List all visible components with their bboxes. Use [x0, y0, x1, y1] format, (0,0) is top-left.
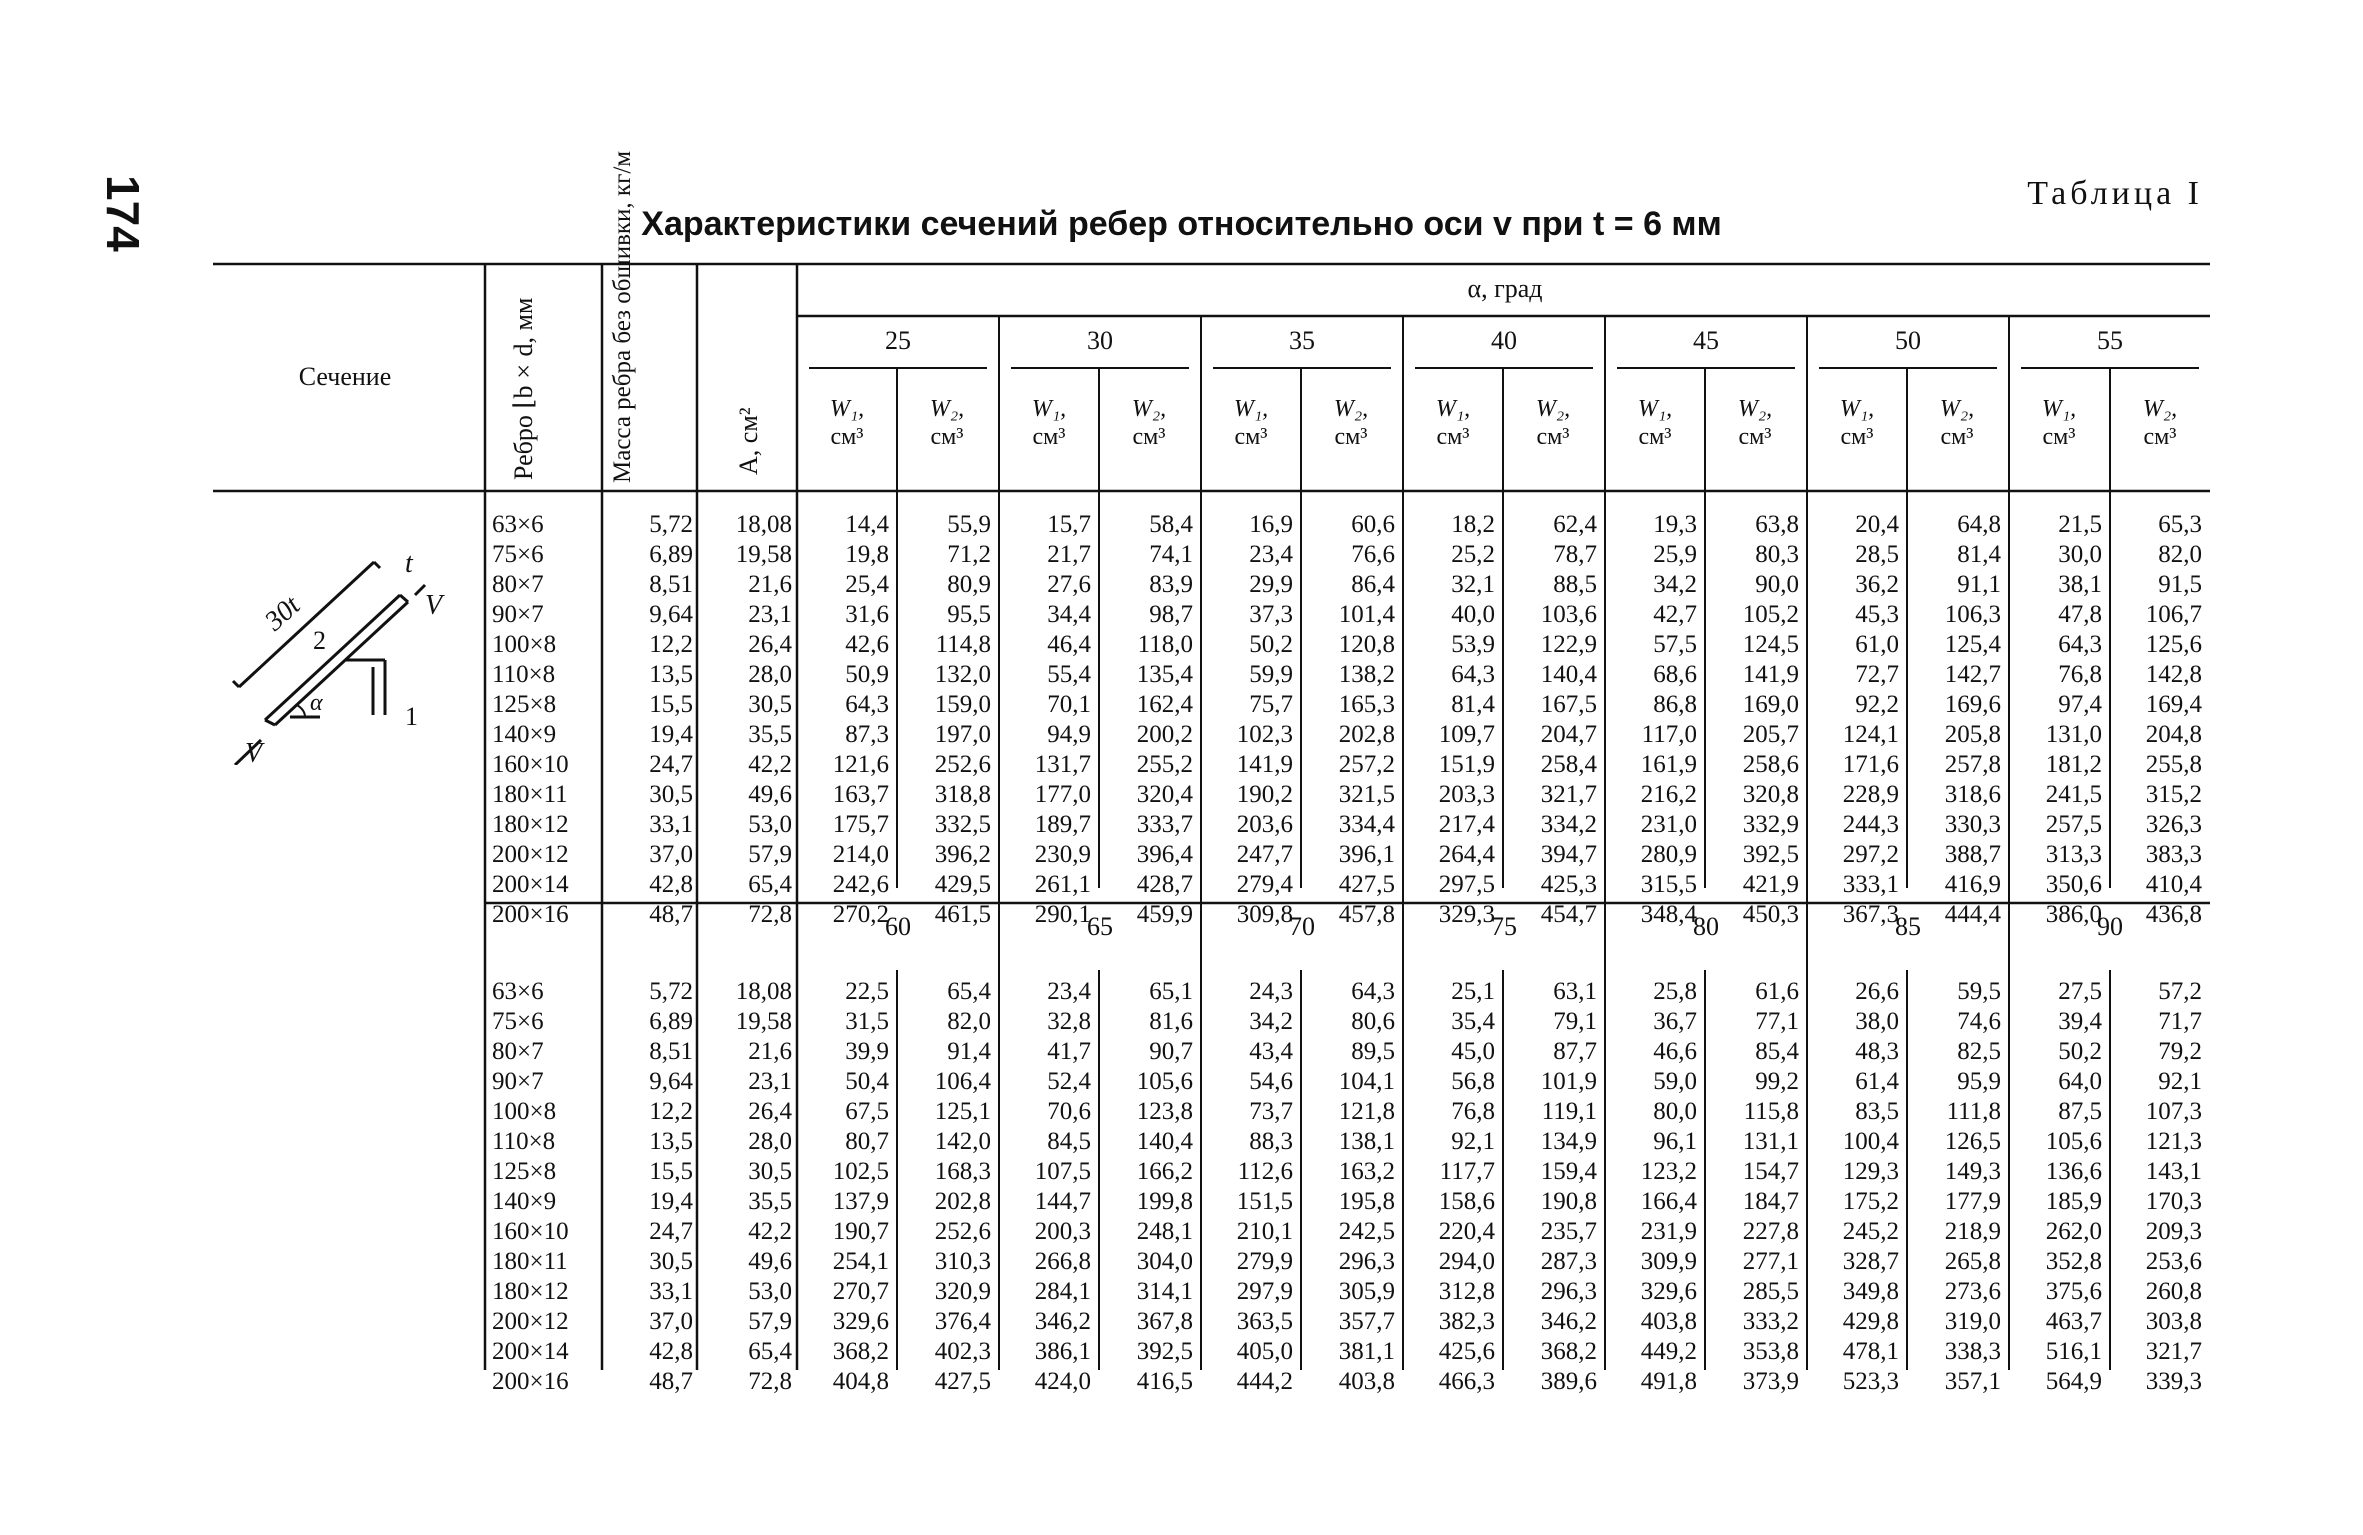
- w1-column: 25,1 35,4 45,0 56,8 76,8 92,1 117,7 158,6 220,4 294,0 312,8 382,3 425,6 466,3: [1438, 978, 1495, 1395]
- diagram-label-1: 1: [405, 702, 418, 731]
- diagram-label-t: t: [405, 548, 413, 579]
- angle-header: 70: [1289, 912, 1315, 941]
- mass-column: 5,72 6,89 8,51 9,64 12,2 13,5 15,5 19,4 24,7 30,5 33,1 37,0 42,8 48,7: [649, 511, 693, 928]
- w1-column: 26,6 38,0 48,3 61,4 83,5 100,4 129,3 175,2 245,2 328,7 349,8 429,8 478,1 523,3: [1842, 978, 1899, 1395]
- angle-header: 80: [1693, 912, 1719, 941]
- w2-column: 57,2 71,7 79,2 92,1 107,3 121,3 143,1 170,3 209,3 253,6 260,8 303,8 321,7 339,3: [2145, 978, 2202, 1395]
- w2-header: W₂, см³: [1131, 396, 1167, 450]
- header-rib: Ребро ⌊b×d, мм: [509, 297, 538, 480]
- w2-header: W₂, см³: [2142, 396, 2178, 450]
- area-column: 18,08 19,58 21,6 23,1 26,4 28,0 30,5 35,5 42,2 49,6 53,0 57,9 65,4 72,8: [735, 978, 792, 1395]
- w1-column: 25,8 36,7 46,6 59,0 80,0 96,1 123,2 166,4 231,9 309,9 329,6 403,8 449,2 491,8: [1640, 978, 1697, 1395]
- angle-header: 30: [1087, 326, 1113, 355]
- angle-header: 25: [885, 326, 911, 355]
- w1-header: W₁, см³: [1031, 396, 1067, 450]
- w2-column: 61,6 77,1 85,4 99,2 115,8 131,1 154,7 184,7 227,8 277,1 285,5 333,2 353,8 373,9: [1742, 978, 1799, 1395]
- diagram-label-v-top: V: [425, 590, 443, 621]
- angle-header: 50: [1895, 326, 1921, 355]
- w2-column: 63,1 79,1 87,7 101,9 119,1 134,9 159,4 190,8 235,7 287,3 296,3 346,2 368,2 389,6: [1540, 978, 1597, 1395]
- w1-column: 16,9 23,4 29,9 37,3 50,2 59,9 75,7 102,3 141,9 190,2 203,6 247,7 279,4 309,8: [1236, 511, 1293, 928]
- w1-column: 14,4 19,8 25,4 31,6 42,6 50,9 64,3 87,3 121,6 163,7 175,7 214,0 242,6 270,2: [832, 511, 889, 928]
- w1-column: 21,5 30,0 38,1 47,8 64,3 76,8 97,4 131,0 181,2 241,5 257,5 313,3 350,6 386,0: [2045, 511, 2102, 928]
- page-number: 174: [97, 175, 149, 252]
- header-area: A, см²: [734, 407, 763, 475]
- angle-header: 85: [1895, 912, 1921, 941]
- w1-header: W₁, см³: [1637, 396, 1673, 450]
- diagram-label-alpha: α: [310, 690, 323, 716]
- rib-column: 63×6 75×6 80×7 90×7 100×8 110×8 125×8 140×9 160×10 180×11 180×12 200×12 200×14 200×16: [492, 978, 569, 1395]
- mass-column: 5,72 6,89 8,51 9,64 12,2 13,5 15,5 19,4 24,7 30,5 33,1 37,0 42,8 48,7: [649, 978, 693, 1395]
- w2-column: 58,4 74,1 83,9 98,7 118,0 135,4 162,4 200,2 255,2 320,4 333,7 396,4 428,7 459,9: [1136, 511, 1193, 928]
- w1-header: W₁, см³: [1839, 396, 1875, 450]
- area-column: 18,08 19,58 21,6 23,1 26,4 28,0 30,5 35,5 42,2 49,6 53,0 57,9 65,4 72,8: [735, 511, 792, 928]
- w1-header: W₁, см³: [1233, 396, 1269, 450]
- w2-column: 59,5 74,6 82,5 95,9 111,8 126,5 149,3 177,9 218,9 265,8 273,6 319,0 338,3 357,1: [1944, 978, 2001, 1395]
- w1-column: 15,7 21,7 27,6 34,4 46,4 55,4 70,1 94,9 131,7 177,0 189,7 230,9 261,1 290,1: [1034, 511, 1091, 928]
- header-mass: Масса ребра без обшивки, кг/м: [609, 150, 636, 483]
- w2-column: 65,3 82,0 91,5 106,7 125,6 142,8 169,4 204,8 255,8 315,2 326,3 383,3 410,4 436,8: [2145, 511, 2202, 928]
- w1-header: W₁, см³: [1435, 396, 1471, 450]
- w2-header: W₂, см³: [929, 396, 965, 450]
- angle-header: 75: [1491, 912, 1517, 941]
- angle-header: 40: [1491, 326, 1517, 355]
- diagram-label-v-bottom: V: [245, 738, 263, 769]
- w2-column: 62,4 78,7 88,5 103,6 122,9 140,4 167,5 204,7 258,4 321,7 334,2 394,7 425,3 454,7: [1540, 511, 1597, 928]
- diagram-label-2: 2: [313, 626, 326, 655]
- w2-column: 64,3 80,6 89,5 104,1 121,8 138,1 163,2 195,8 242,5 296,3 305,9 357,7 381,1 403,8: [1338, 978, 1395, 1395]
- w1-column: 19,3 25,9 34,2 42,7 57,5 68,6 86,8 117,0 161,9 216,2 231,0 280,9 315,5 348,4: [1640, 511, 1697, 928]
- angle-header: 45: [1693, 326, 1719, 355]
- rib-section-diagram: [225, 545, 475, 765]
- header-section: Сечение: [298, 362, 392, 391]
- w1-header: W₁, см³: [2041, 396, 2077, 450]
- angle-header: 90: [2097, 912, 2123, 941]
- w1-column: 27,5 39,4 50,2 64,0 87,5 105,6 136,6 185,9 262,0 352,8 375,6 463,7 516,1 564,9: [2045, 978, 2102, 1395]
- header-alpha: α, град: [1467, 274, 1543, 303]
- w1-column: 22,5 31,5 39,9 50,4 67,5 80,7 102,5 137,9 190,7 254,1 270,7 329,6 368,2 404,8: [832, 978, 889, 1395]
- angle-header: 65: [1087, 912, 1113, 941]
- w2-header: W₂, см³: [1737, 396, 1773, 450]
- w2-column: 63,8 80,3 90,0 105,2 124,5 141,9 169,0 205,7 258,6 320,8 332,9 392,5 421,9 450,3: [1742, 511, 1799, 928]
- w2-column: 65,4 82,0 91,4 106,4 125,1 142,0 168,3 202,8 252,6 310,3 320,9 376,4 402,3 427,5: [934, 978, 991, 1395]
- table-title: Характеристики сечений ребер относительно оси v при t = 6 мм: [641, 205, 1722, 243]
- w1-column: 24,3 34,2 43,4 54,6 73,7 88,3 112,6 151,5 210,1 279,9 297,9 363,5 405,0 444,2: [1236, 978, 1293, 1395]
- w1-header: W₁, см³: [829, 396, 865, 450]
- w2-column: 64,8 81,4 91,1 106,3 125,4 142,7 169,6 205,8 257,8 318,6 330,3 388,7 416,9 444,4: [1944, 511, 2001, 928]
- w2-header: W₂, см³: [1333, 396, 1369, 450]
- rib-column: 63×6 75×6 80×7 90×7 100×8 110×8 125×8 140×9 160×10 180×11 180×12 200×12 200×14 200×16: [492, 511, 569, 928]
- w1-column: 18,2 25,2 32,1 40,0 53,9 64,3 81,4 109,7 151,9 203,3 217,4 264,4 297,5 329,3: [1438, 511, 1495, 928]
- w2-column: 55,9 71,2 80,9 95,5 114,8 132,0 159,0 197,0 252,6 318,8 332,5 396,2 429,5 461,5: [934, 511, 991, 928]
- w2-header: W₂, см³: [1535, 396, 1571, 450]
- w2-column: 60,6 76,6 86,4 101,4 120,8 138,2 165,3 202,8 257,2 321,5 334,4 396,1 427,5 457,8: [1338, 511, 1395, 928]
- w2-column: 65,1 81,6 90,7 105,6 123,8 140,4 166,2 199,8 248,1 304,0 314,1 367,8 392,5 416,5: [1136, 978, 1193, 1395]
- angle-header: 60: [885, 912, 911, 941]
- w2-header: W₂, см³: [1939, 396, 1975, 450]
- table-label: Таблица I: [2027, 175, 2203, 212]
- angle-header: 35: [1289, 326, 1315, 355]
- diagram-label-length: 30t: [258, 590, 307, 638]
- w1-column: 23,4 32,8 41,7 52,4 70,6 84,5 107,5 144,7 200,3 266,8 284,1 346,2 386,1 424,0: [1034, 978, 1091, 1395]
- w1-column: 20,4 28,5 36,2 45,3 61,0 72,7 92,2 124,1 171,6 228,9 244,3 297,2 333,1 367,3: [1842, 511, 1899, 928]
- angle-header: 55: [2097, 326, 2123, 355]
